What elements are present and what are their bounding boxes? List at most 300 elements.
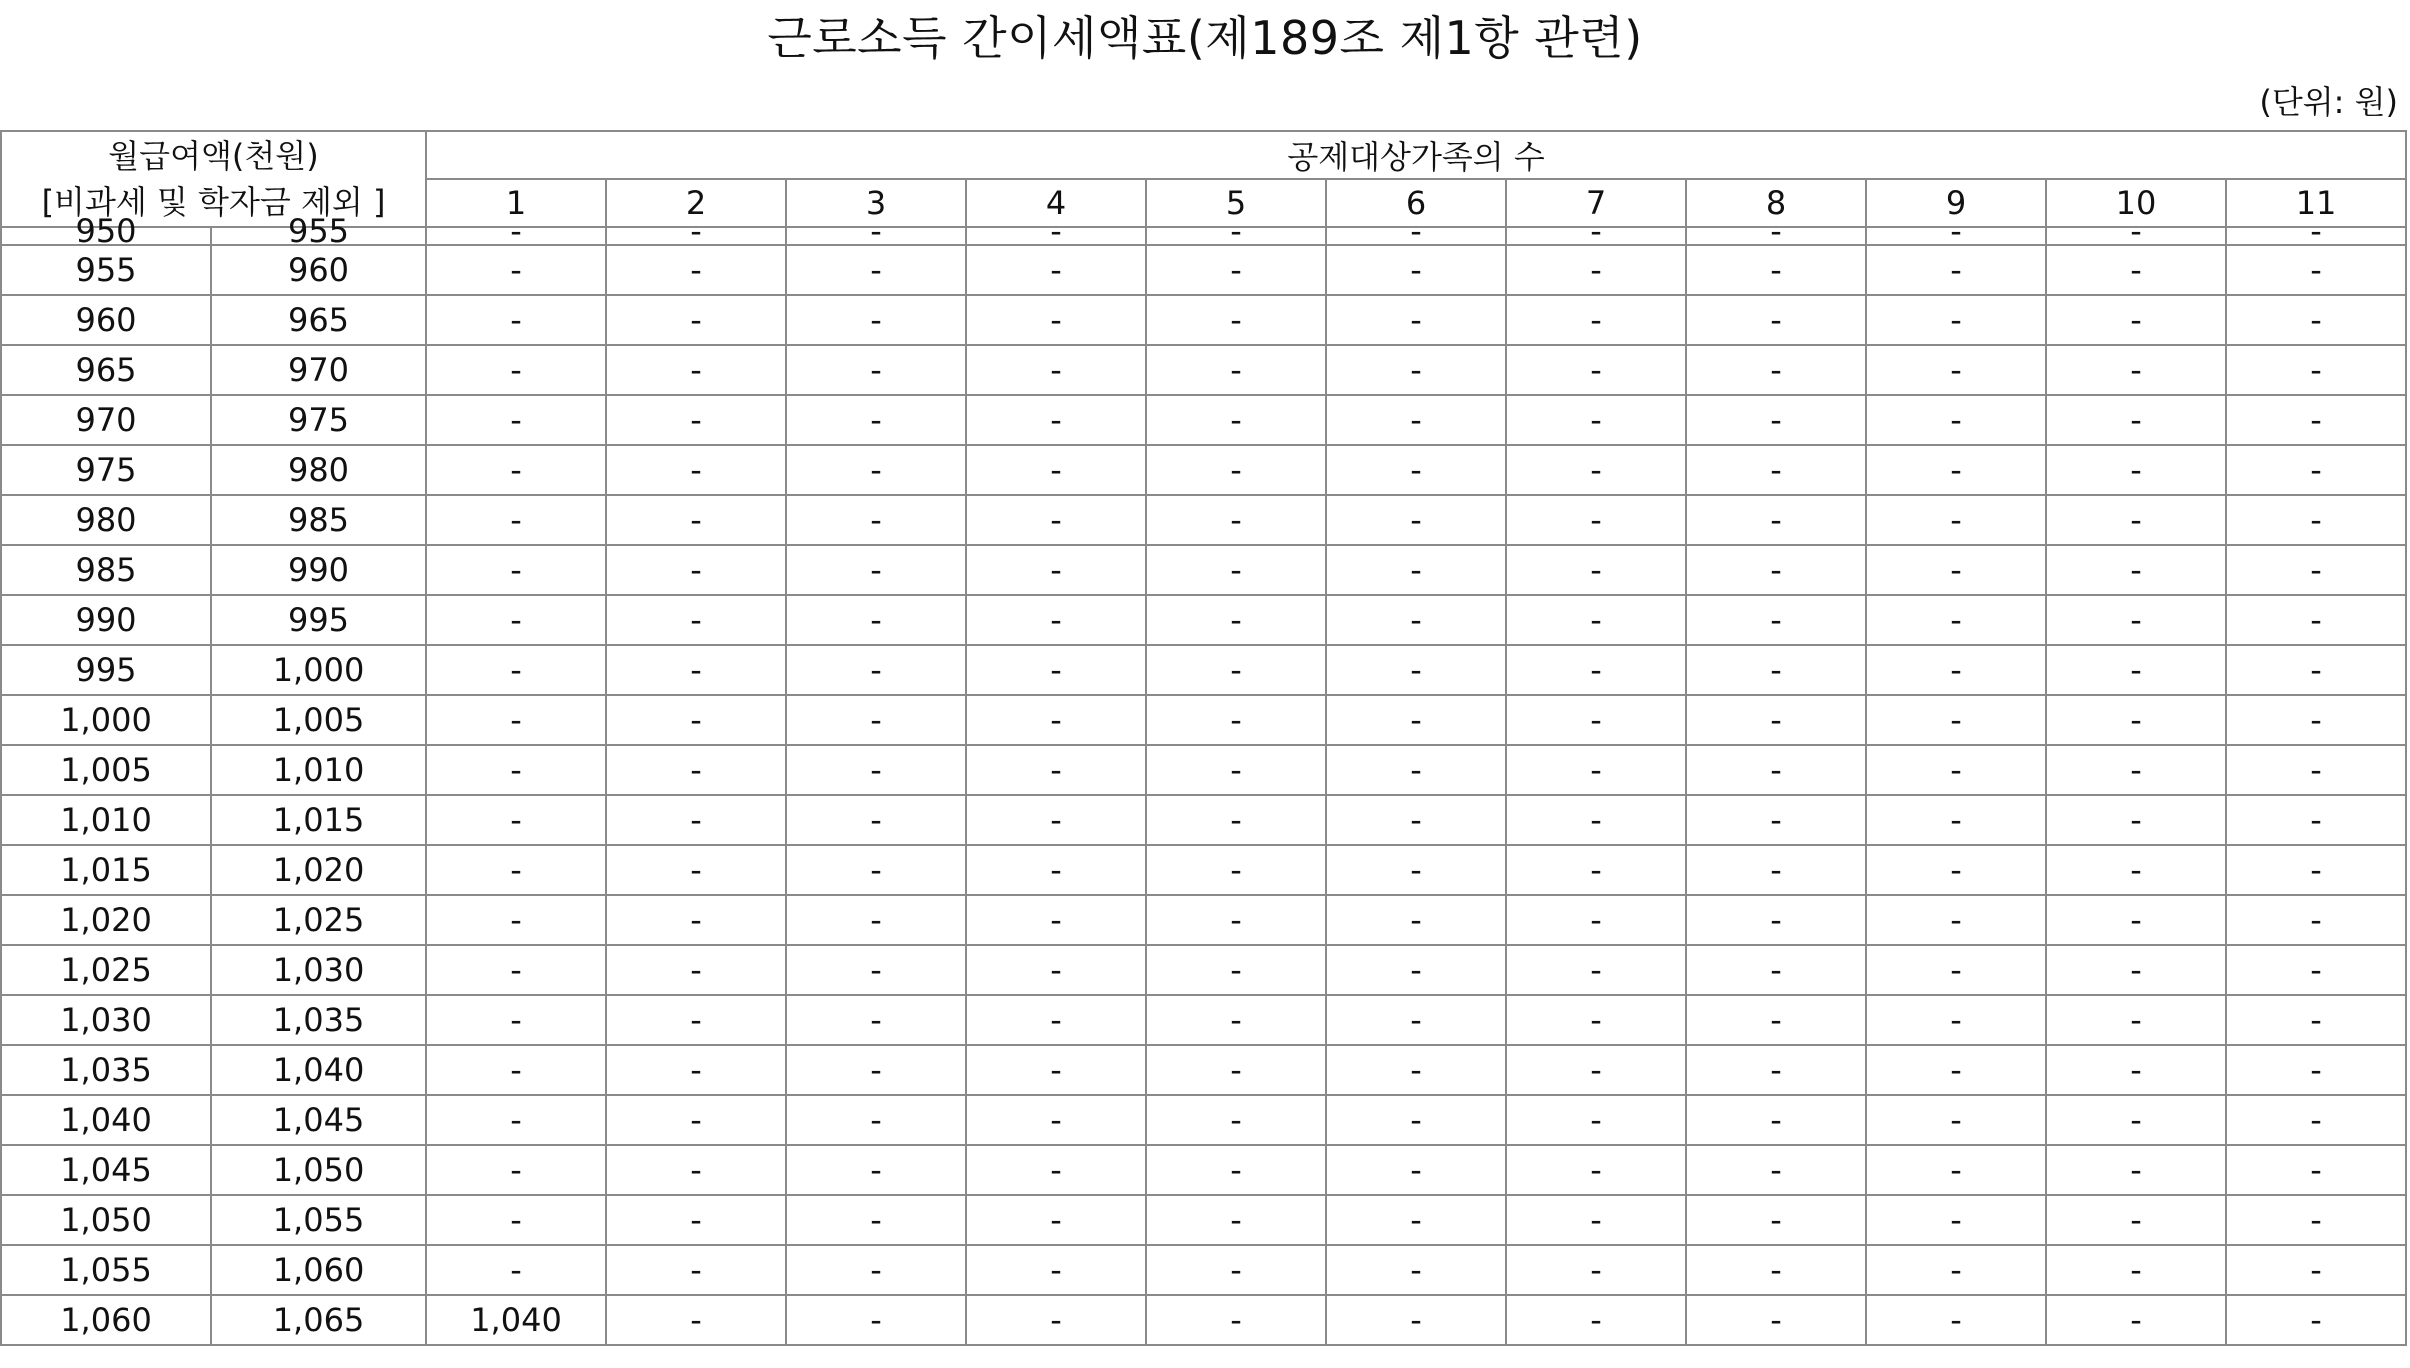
tax-amount-cell: - <box>1866 1245 2046 1295</box>
table-row <box>1 1045 2406 1095</box>
tax-amount-cell: - <box>1686 245 1866 295</box>
wage-from-cell: 1,000 <box>1 695 211 745</box>
tax-amount-cell: - <box>1686 345 1866 395</box>
tax-amount-cell: - <box>966 1295 1146 1345</box>
tax-amount-cell: - <box>2226 895 2406 945</box>
tax-amount-cell: - <box>1506 545 1686 595</box>
tax-amount-cell: - <box>606 495 786 545</box>
table-row <box>1 1245 2406 1295</box>
tax-amount-cell: - <box>606 1145 786 1195</box>
tax-amount-cell: - <box>2046 1295 2226 1345</box>
tax-amount-cell: - <box>1866 845 2046 895</box>
wage-to-cell: 1,005 <box>211 695 426 745</box>
wage-from-cell: 1,045 <box>1 1145 211 1195</box>
tax-amount-cell: - <box>426 445 606 495</box>
tax-amount-cell-text: - <box>1050 212 1062 250</box>
tax-amount-cell: - <box>606 595 786 645</box>
tax-amount-cell: - <box>1326 1195 1506 1245</box>
table-row <box>1 745 2406 795</box>
tax-amount-cell: - <box>606 795 786 845</box>
tax-amount-cell: - <box>1146 645 1326 695</box>
tax-amount-cell: - <box>786 445 966 495</box>
tax-amount-cell <box>1506 212 1686 250</box>
tax-amount-cell: - <box>1326 295 1506 345</box>
tax-amount-cell: - <box>966 345 1146 395</box>
tax-amount-cell-text: - <box>2310 212 2322 250</box>
tax-amount-cell: - <box>606 345 786 395</box>
table-row <box>1 227 2406 245</box>
tax-amount-cell: - <box>1146 345 1326 395</box>
tax-amount-cell: - <box>1506 845 1686 895</box>
wage-from-cell: 985 <box>1 545 211 595</box>
family-column-header: 8 <box>1686 179 1866 227</box>
tax-amount-cell: - <box>786 345 966 395</box>
tax-amount-cell: - <box>1146 1145 1326 1195</box>
tax-amount-cell: - <box>1866 745 2046 795</box>
tax-amount-cell: - <box>1326 395 1506 445</box>
tax-amount-cell: - <box>966 1195 1146 1245</box>
tax-amount-cell: - <box>2046 995 2226 1045</box>
tax-amount-cell: - <box>1506 1295 1686 1345</box>
tax-amount-cell: - <box>1326 445 1506 495</box>
tax-amount-cell: - <box>1326 895 1506 945</box>
tax-amount-cell: - <box>786 545 966 595</box>
tax-amount-cell: - <box>2046 545 2226 595</box>
wage-from-cell: 1,040 <box>1 1095 211 1145</box>
tax-amount-cell: - <box>1866 695 2046 745</box>
tax-amount-cell: - <box>2046 645 2226 695</box>
tax-amount-cell: - <box>786 695 966 745</box>
family-column-header: 3 <box>786 179 966 227</box>
tax-amount-cell: - <box>1146 1195 1326 1245</box>
tax-amount-cell <box>426 212 606 250</box>
family-column-header: 1 <box>426 179 606 227</box>
tax-amount-cell: - <box>1146 895 1326 945</box>
tax-amount-cell: - <box>606 945 786 995</box>
tax-amount-cell: - <box>1866 1195 2046 1245</box>
tax-amount-cell-text: - <box>690 212 702 250</box>
wage-to-cell: 970 <box>211 345 426 395</box>
tax-amount-cell: - <box>426 395 606 445</box>
tax-amount-cell: - <box>1506 445 1686 495</box>
family-column-header: 7 <box>1506 179 1686 227</box>
tax-amount-cell <box>786 212 966 250</box>
tax-amount-cell: - <box>2226 545 2406 595</box>
tax-amount-cell: - <box>2046 395 2226 445</box>
tax-amount-cell: - <box>426 1045 606 1095</box>
tax-amount-cell: - <box>1506 795 1686 845</box>
tax-amount-cell-text: - <box>1410 212 1422 250</box>
tax-amount-cell: - <box>1146 695 1326 745</box>
tax-amount-cell: - <box>1506 995 1686 1045</box>
tax-amount-cell: - <box>1146 745 1326 795</box>
wage-from-cell: 1,050 <box>1 1195 211 1245</box>
tax-amount-cell: - <box>1326 345 1506 395</box>
tax-amount-cell: - <box>966 945 1146 995</box>
tax-amount-cell: - <box>2226 1245 2406 1295</box>
tax-amount-cell: - <box>1326 1245 1506 1295</box>
tax-amount-cell: - <box>2226 395 2406 445</box>
tax-amount-cell: - <box>966 1095 1146 1145</box>
simplified-tax-table <box>0 130 2407 1346</box>
table-row <box>1 945 2406 995</box>
tax-amount-cell: - <box>1326 745 1506 795</box>
tax-amount-cell: - <box>786 795 966 845</box>
family-count-header: 공제대상가족의 수 <box>426 131 2406 179</box>
tax-amount-cell: - <box>606 1195 786 1245</box>
table-row <box>1 295 2406 345</box>
tax-amount-cell: - <box>1506 645 1686 695</box>
wage-to-cell: 1,000 <box>211 645 426 695</box>
tax-amount-cell: - <box>966 1045 1146 1095</box>
tax-amount-cell: - <box>606 1295 786 1345</box>
tax-amount-cell: - <box>1686 645 1866 695</box>
tax-amount-cell: - <box>966 595 1146 645</box>
table-row <box>1 1295 2406 1345</box>
wage-to-cell: 1,025 <box>211 895 426 945</box>
wage-to-cell: 1,020 <box>211 845 426 895</box>
tax-amount-cell-text: - <box>1770 212 1782 250</box>
wage-header-line1: 월급여액(천원) <box>108 137 319 175</box>
table-row <box>1 395 2406 445</box>
tax-amount-cell: - <box>2046 1045 2226 1095</box>
tax-amount-cell: - <box>2046 495 2226 545</box>
tax-amount-cell: - <box>2046 695 2226 745</box>
tax-amount-cell: - <box>606 545 786 595</box>
tax-amount-cell: - <box>2046 1195 2226 1245</box>
tax-amount-cell: - <box>2226 1145 2406 1195</box>
wage-from-cell: 965 <box>1 345 211 395</box>
tax-amount-cell: - <box>1326 945 1506 995</box>
tax-amount-cell: - <box>426 895 606 945</box>
tax-amount-cell: - <box>2226 745 2406 795</box>
tax-amount-cell: - <box>1146 245 1326 295</box>
table-row <box>1 895 2406 945</box>
wage-from-cell-text: 950 <box>75 212 137 250</box>
tax-amount-cell: - <box>606 245 786 295</box>
tax-amount-cell: - <box>1686 945 1866 995</box>
tax-amount-cell <box>2046 212 2226 250</box>
tax-amount-cell: - <box>1326 645 1506 695</box>
tax-amount-cell: - <box>2046 1245 2226 1295</box>
tax-amount-cell: - <box>786 945 966 995</box>
tax-amount-cell: - <box>1686 1145 1866 1195</box>
tax-amount-cell: - <box>1866 1045 2046 1095</box>
tax-amount-cell: - <box>1506 745 1686 795</box>
tax-amount-cell: - <box>1866 345 2046 395</box>
table-row <box>1 1145 2406 1195</box>
tax-amount-cell: - <box>786 1195 966 1245</box>
tax-amount-cell: - <box>966 545 1146 595</box>
tax-amount-cell: - <box>606 695 786 745</box>
tax-amount-cell: - <box>2226 645 2406 695</box>
tax-amount-cell: - <box>1326 845 1506 895</box>
wage-from-cell: 1,015 <box>1 845 211 895</box>
tax-amount-cell: - <box>1686 395 1866 445</box>
tax-amount-cell: - <box>1866 645 2046 695</box>
tax-amount-cell: - <box>2046 795 2226 845</box>
tax-amount-cell: - <box>2226 1195 2406 1245</box>
tax-amount-cell: - <box>1506 1145 1686 1195</box>
tax-amount-cell: - <box>1506 345 1686 395</box>
tax-amount-cell: - <box>966 445 1146 495</box>
tax-amount-cell: - <box>1686 295 1866 345</box>
tax-amount-cell: - <box>1326 1045 1506 1095</box>
table-row <box>1 1195 2406 1245</box>
tax-amount-cell: - <box>1866 295 2046 345</box>
tax-amount-cell: - <box>1866 495 2046 545</box>
tax-amount-cell: - <box>1326 695 1506 745</box>
tax-amount-cell: - <box>2046 595 2226 645</box>
tax-amount-cell: - <box>606 895 786 945</box>
tax-amount-cell: - <box>2226 845 2406 895</box>
wage-to-cell: 1,050 <box>211 1145 426 1195</box>
tax-amount-cell: - <box>1686 1095 1866 1145</box>
tax-amount-cell: - <box>2226 1295 2406 1345</box>
tax-amount-cell: - <box>1146 995 1326 1045</box>
tax-amount-cell: - <box>606 1245 786 1295</box>
tax-amount-cell: - <box>2226 245 2406 295</box>
tax-amount-cell: - <box>1326 495 1506 545</box>
tax-amount-cell: - <box>1866 245 2046 295</box>
wage-to-cell: 960 <box>211 245 426 295</box>
tax-amount-cell: - <box>2226 1045 2406 1095</box>
tax-amount-cell: - <box>1506 245 1686 295</box>
wage-from-cell: 1,020 <box>1 895 211 945</box>
wage-from-cell: 1,025 <box>1 945 211 995</box>
tax-amount-cell: - <box>966 745 1146 795</box>
tax-amount-cell: - <box>1506 495 1686 545</box>
tax-amount-cell: - <box>1326 795 1506 845</box>
tax-amount-cell: - <box>966 295 1146 345</box>
table-row <box>1 695 2406 745</box>
tax-amount-cell: - <box>1326 995 1506 1045</box>
tax-amount-cell: - <box>2226 1095 2406 1145</box>
family-column-header: 6 <box>1326 179 1506 227</box>
tax-amount-cell: - <box>786 1245 966 1295</box>
tax-amount-cell: - <box>1866 1295 2046 1345</box>
tax-amount-cell: - <box>1506 1095 1686 1145</box>
tax-amount-cell: - <box>2046 445 2226 495</box>
tax-amount-cell: - <box>1686 745 1866 795</box>
tax-amount-cell: - <box>786 295 966 345</box>
tax-amount-cell <box>606 212 786 250</box>
wage-to-cell <box>211 212 426 250</box>
tax-amount-cell: - <box>1866 1095 2046 1145</box>
wage-from-cell: 955 <box>1 245 211 295</box>
tax-amount-cell: - <box>1146 1295 1326 1345</box>
tax-amount-cell: - <box>966 895 1146 945</box>
wage-from-cell: 1,010 <box>1 795 211 845</box>
tax-amount-cell: - <box>966 1245 1146 1295</box>
tax-amount-cell: - <box>2046 245 2226 295</box>
table-body <box>1 212 2406 1345</box>
family-column-header: 9 <box>1866 179 2046 227</box>
wage-to-cell: 1,030 <box>211 945 426 995</box>
tax-amount-cell: - <box>426 1145 606 1195</box>
tax-amount-cell: - <box>606 395 786 445</box>
tax-amount-cell: - <box>786 645 966 695</box>
tax-amount-cell: - <box>606 995 786 1045</box>
wage-to-cell: 1,045 <box>211 1095 426 1145</box>
wage-to-cell: 1,010 <box>211 745 426 795</box>
wage-to-cell: 1,065 <box>211 1295 426 1345</box>
tax-amount-cell: - <box>1146 945 1326 995</box>
tax-amount-cell: - <box>606 1045 786 1095</box>
tax-amount-cell-text: - <box>2130 212 2142 250</box>
tax-amount-cell: - <box>966 995 1146 1045</box>
table-row <box>1 595 2406 645</box>
tax-amount-cell: - <box>1686 1045 1866 1095</box>
tax-amount-cell: - <box>786 995 966 1045</box>
tax-amount-cell: - <box>1326 1095 1506 1145</box>
wage-from-cell: 1,035 <box>1 1045 211 1095</box>
tax-amount-cell <box>1326 212 1506 250</box>
table-row <box>1 545 2406 595</box>
wage-from-cell: 1,055 <box>1 1245 211 1295</box>
tax-amount-cell: - <box>1146 1045 1326 1095</box>
tax-amount-cell: - <box>1146 1245 1326 1295</box>
tax-amount-cell: - <box>426 1195 606 1245</box>
tax-amount-cell: - <box>786 745 966 795</box>
tax-amount-cell: - <box>426 845 606 895</box>
tax-amount-cell: - <box>1506 945 1686 995</box>
tax-amount-cell: - <box>966 645 1146 695</box>
tax-amount-cell: - <box>426 745 606 795</box>
tax-amount-cell: - <box>426 945 606 995</box>
tax-amount-cell: - <box>1146 395 1326 445</box>
page-title: 근로소득 간이세액표(제189조 제1항 관련) <box>767 11 1643 65</box>
wage-from-cell: 990 <box>1 595 211 645</box>
tax-amount-cell: - <box>2046 945 2226 995</box>
tax-amount-cell: - <box>786 245 966 295</box>
wage-to-cell: 1,035 <box>211 995 426 1045</box>
tax-amount-cell-text: - <box>510 212 522 250</box>
tax-amount-cell: - <box>1146 295 1326 345</box>
tax-amount-cell: - <box>1686 695 1866 745</box>
tax-amount-cell: - <box>426 1095 606 1145</box>
tax-amount-cell-text: - <box>1950 212 1962 250</box>
tax-amount-cell: - <box>1866 545 2046 595</box>
wage-from-cell: 1,060 <box>1 1295 211 1345</box>
tax-amount-cell: - <box>1866 895 2046 945</box>
tax-amount-cell: - <box>2226 995 2406 1045</box>
wage-from-cell: 960 <box>1 295 211 345</box>
tax-amount-cell: - <box>1866 595 2046 645</box>
tax-amount-cell: - <box>966 795 1146 845</box>
tax-amount-cell: - <box>786 1295 966 1345</box>
tax-amount-cell: - <box>2046 745 2226 795</box>
table-row <box>1 345 2406 395</box>
tax-amount-cell: - <box>1326 1295 1506 1345</box>
tax-amount-cell: - <box>1146 495 1326 545</box>
tax-amount-cell: - <box>1686 795 1866 845</box>
tax-amount-cell <box>966 212 1146 250</box>
tax-amount-cell: - <box>1866 1145 2046 1195</box>
tax-amount-cell: - <box>2046 1145 2226 1195</box>
wage-header-line2: [비과세 및 학자금 제외 ] <box>41 183 386 221</box>
tax-amount-cell: - <box>606 845 786 895</box>
unit-note: (단위: 원) <box>2259 83 2398 121</box>
tax-amount-cell: - <box>786 1095 966 1145</box>
tax-amount-cell: - <box>1866 995 2046 1045</box>
tax-amount-cell: - <box>1686 1245 1866 1295</box>
wage-from-cell: 970 <box>1 395 211 445</box>
tax-amount-cell: - <box>1866 795 2046 845</box>
tax-amount-cell: - <box>786 845 966 895</box>
tax-amount-cell: - <box>966 695 1146 745</box>
tax-amount-cell: - <box>1146 1095 1326 1145</box>
tax-amount-cell: - <box>426 795 606 845</box>
tax-amount-cell: - <box>426 545 606 595</box>
tax-amount-cell: - <box>1326 595 1506 645</box>
wage-from-cell: 1,005 <box>1 745 211 795</box>
tax-amount-cell: - <box>1866 395 2046 445</box>
tax-amount-cell: - <box>2226 445 2406 495</box>
tax-amount-cell: - <box>1326 545 1506 595</box>
table-row <box>1 1095 2406 1145</box>
tax-amount-cell: - <box>426 495 606 545</box>
tax-amount-cell <box>1866 212 2046 250</box>
tax-amount-cell: - <box>966 1145 1146 1195</box>
tax-amount-cell: - <box>2226 695 2406 745</box>
family-column-header: 5 <box>1146 179 1326 227</box>
tax-amount-cell: - <box>1686 445 1866 495</box>
tax-amount-cell <box>1146 212 1326 250</box>
wage-to-cell: 995 <box>211 595 426 645</box>
tax-amount-cell: - <box>606 1095 786 1145</box>
wage-to-cell-text: 955 <box>287 212 350 250</box>
tax-amount-cell-text: - <box>1230 212 1242 250</box>
wage-range-header <box>1 131 426 227</box>
tax-amount-cell: - <box>1686 845 1866 895</box>
tax-amount-cell: - <box>1506 1045 1686 1095</box>
tax-amount-cell: - <box>2226 495 2406 545</box>
table-row <box>1 645 2406 695</box>
tax-amount-cell: - <box>426 595 606 645</box>
wage-to-cell: 1,015 <box>211 795 426 845</box>
wage-to-cell: 990 <box>211 545 426 595</box>
tax-amount-cell: - <box>606 645 786 695</box>
tax-amount-cell: - <box>966 845 1146 895</box>
table-row <box>1 495 2406 545</box>
table-row <box>1 445 2406 495</box>
tax-amount-cell: - <box>2226 595 2406 645</box>
tax-amount-cell: - <box>1146 545 1326 595</box>
header-row-top <box>1 131 2406 179</box>
tax-amount-cell: - <box>1146 795 1326 845</box>
tax-amount-cell: - <box>2046 895 2226 945</box>
tax-amount-cell: - <box>786 395 966 445</box>
tax-amount-cell: - <box>1506 295 1686 345</box>
family-column-header: 4 <box>966 179 1146 227</box>
tax-amount-cell: - <box>2046 845 2226 895</box>
tax-amount-cell: - <box>1686 595 1866 645</box>
tax-amount-cell: - <box>426 345 606 395</box>
wage-to-cell: 975 <box>211 395 426 445</box>
tax-amount-cell: - <box>2046 345 2226 395</box>
tax-amount-cell: - <box>1326 245 1506 295</box>
table-row <box>1 245 2406 295</box>
wage-to-cell: 965 <box>211 295 426 345</box>
wage-from-cell: 1,030 <box>1 995 211 1045</box>
tax-amount-cell: - <box>786 1045 966 1095</box>
tax-amount-cell: - <box>1686 1295 1866 1345</box>
tax-amount-cell: - <box>606 295 786 345</box>
tax-amount-cell: - <box>2046 1095 2226 1145</box>
wage-from-cell: 975 <box>1 445 211 495</box>
tax-table-container[interactable] <box>0 130 2406 1368</box>
